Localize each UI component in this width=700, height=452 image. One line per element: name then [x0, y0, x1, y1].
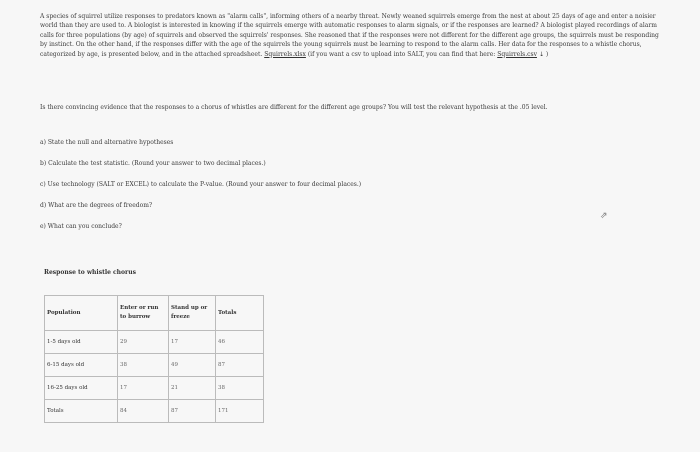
header-population: Population	[45, 296, 118, 331]
part-c: c) Use technology (SALT or EXCEL) to calculate the P-value. (Round your answer to four decimal places.)	[40, 181, 362, 188]
table-row	[45, 331, 264, 354]
cell: 17	[169, 331, 216, 354]
part-e: e) What can you conclude?	[40, 223, 122, 230]
problem-intro	[40, 12, 665, 59]
header-totals: Totals	[216, 296, 264, 331]
cell: 29	[118, 331, 169, 354]
download-icon[interactable]: ⤓	[538, 50, 544, 58]
response-table	[44, 295, 264, 423]
cell: 38	[216, 377, 264, 400]
intro-text: A species of squirrel utilize responses to predators known as "alarm calls", informing others of a nearby threat. Newly weaned squirrels emerge from the nest at about 25 days of age and enter a noisier world than they are used to. A biologist is interested in knowing if the squirrels emerge with automatic responses to alarm signals, or if the responses are learned? A biologist played recordings of alarm calls for three populations (by age) of squirrels and observed the squirrels' responses. She reasoned that if the responses were not different for the different age groups, the squirrels must be responding by instinct. On the other hand, if the responses differ with the age of the squirrels the young squirrels must be learning to respond to the alarm calls. Her data for the responses to a whistle chorus, categorized by age, is presented below, and in the attached spreadsheet.	[40, 13, 659, 58]
intro-end-text: )	[544, 50, 549, 58]
squirrels-xlsx-link[interactable]: Squirrels.xlsx	[264, 50, 306, 58]
cell: 21	[169, 377, 216, 400]
question-parts	[40, 138, 361, 243]
cell: 84	[118, 400, 169, 423]
cell: 49	[169, 354, 216, 377]
squirrels-csv-link[interactable]: Squirrels.csv	[497, 50, 537, 58]
cell: 17	[118, 377, 169, 400]
row-label: 16-25 days old	[45, 377, 118, 400]
header-stand-up: Stand up or freeze	[169, 296, 216, 331]
row-label: 6-15 days old	[45, 354, 118, 377]
part-d: d) What are the degrees of freedom?	[40, 202, 153, 209]
part-a: a) State the null and alternative hypotheses	[40, 139, 174, 146]
header-enter-or-run: Enter or run to burrow	[118, 296, 169, 331]
table-row	[45, 377, 264, 400]
cell: 87	[216, 354, 264, 377]
table-row	[45, 354, 264, 377]
intro-mid-text: (if you want a csv to upload into SALT, you can find that here:	[305, 50, 498, 58]
cell: 46	[216, 331, 264, 354]
row-label: Totals	[45, 400, 118, 423]
part-b: b) Calculate the test statistic. (Round your answer to two decimal places.)	[40, 160, 266, 167]
table-header-row	[45, 296, 264, 331]
table-row-totals	[45, 400, 264, 423]
cell: 38	[118, 354, 169, 377]
question-text: Is there convincing evidence that the responses to a chorus of whistles are different for the different age groups? You will test the relevant hypothesis at the .05 level.	[40, 104, 548, 111]
cell: 87	[169, 400, 216, 423]
cell: 171	[216, 400, 264, 423]
table-title: Response to whistle chorus	[44, 269, 136, 276]
mouse-pointer-icon: ⇗	[600, 211, 608, 221]
row-label: 1-5 days old	[45, 331, 118, 354]
